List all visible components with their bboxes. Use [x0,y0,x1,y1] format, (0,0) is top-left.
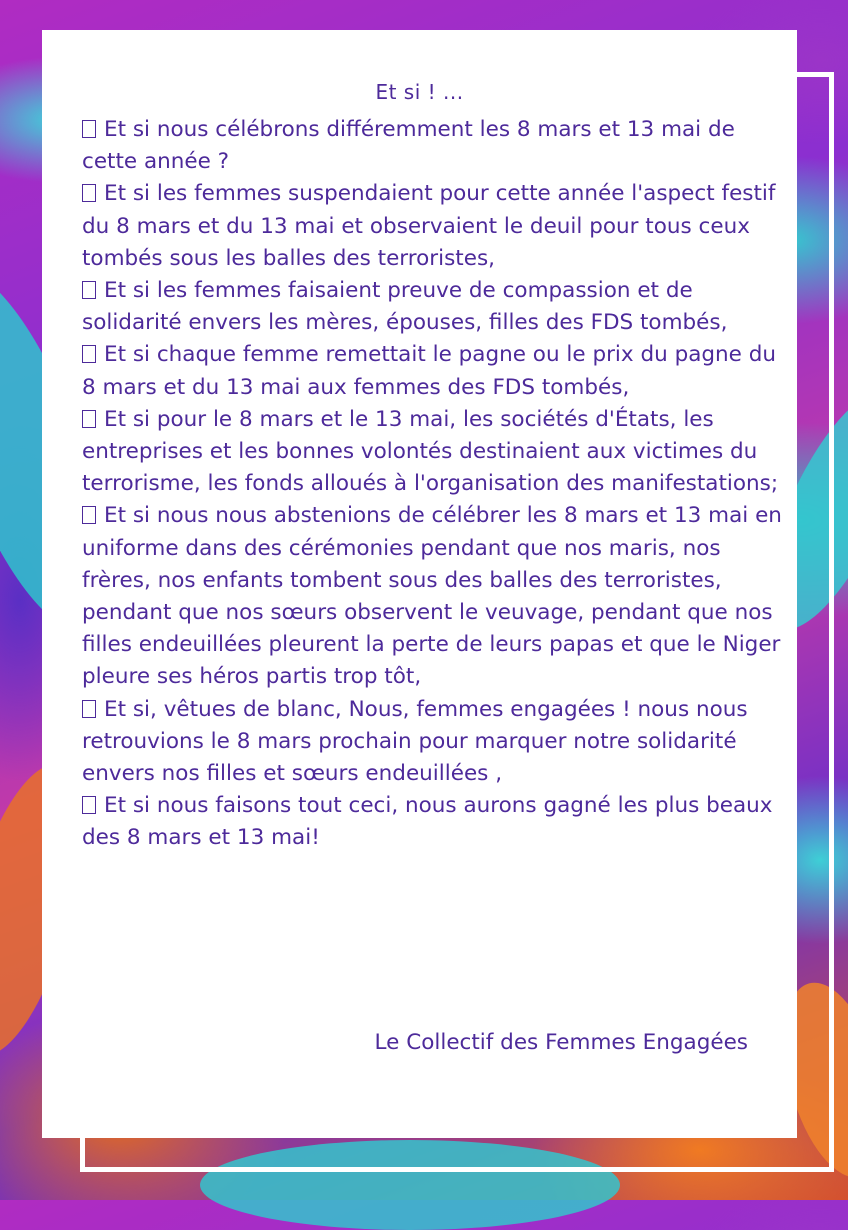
document-title: Et si ! ... [375,80,464,104]
paragraph [82,404,782,501]
paragraph-text: Et si nous célébrons différemment les 8 mars et 13 mai de cette année ? [82,117,735,175]
paragraph [82,694,782,791]
paragraph [82,114,782,178]
checkbox-glyph-icon [82,506,96,524]
paragraph-text: Et si nous faisons tout ceci, nous aurons gagné les plus beaux des 8 mars et 13 mai! [82,793,773,851]
paragraph-text: Et si nous nous abstenions de célébrer les 8 mars et 13 mai en uniforme dans des cérémonies pendant que nos maris, nos frères, nos enfants tombent sous des balles des terroristes, pendant que nos sœurs observent le veuvage, pendant que nos filles endeuillées pleurent la perte de leurs papas et que le Niger pleure ses héros partis trop tôt, [82,503,782,690]
paragraph [82,790,782,854]
checkbox-glyph-icon [82,700,96,718]
checkbox-glyph-icon [82,120,96,138]
checkbox-glyph-icon [82,281,96,299]
paragraph [82,339,782,403]
paragraph-text: Et si, vêtues de blanc, Nous, femmes engagées ! nous nous retrouvions le 8 mars prochain pour marquer notre solidarité envers nos filles et sœurs endeuillées , [82,696,748,787]
paragraph-text: Et si les femmes faisaient preuve de compassion et de solidarité envers les mères, épouses, filles des FDS tombés, [82,278,728,336]
paragraph-text: Et si les femmes suspendaient pour cette année l'aspect festif du 8 mars et du 13 mai et observaient le deuil pour tous ceux tombés sous les balles des terroristes, [82,181,776,271]
checkbox-glyph-icon [82,345,96,363]
checkbox-glyph-icon [82,410,96,428]
letter-card [42,30,797,1138]
paragraph [82,178,782,275]
letter-body [82,114,782,855]
paragraph [82,500,782,693]
paragraph [82,275,782,339]
checkbox-glyph-icon [82,184,96,202]
signature: Le Collectif des Femmes Engagées [374,1030,748,1055]
paragraph-text: Et si pour le 8 mars et le 13 mai, les sociétés d'États, les entreprises et les bonnes volontés destinaient aux victimes du terrorisme, les fonds alloués à l'organisation des manifestations; [82,406,779,497]
checkbox-glyph-icon [82,796,96,814]
paragraph-text: Et si chaque femme remettait le pagne ou le prix du pagne du 8 mars et du 13 mai aux femmes des FDS tombés, [82,342,777,400]
